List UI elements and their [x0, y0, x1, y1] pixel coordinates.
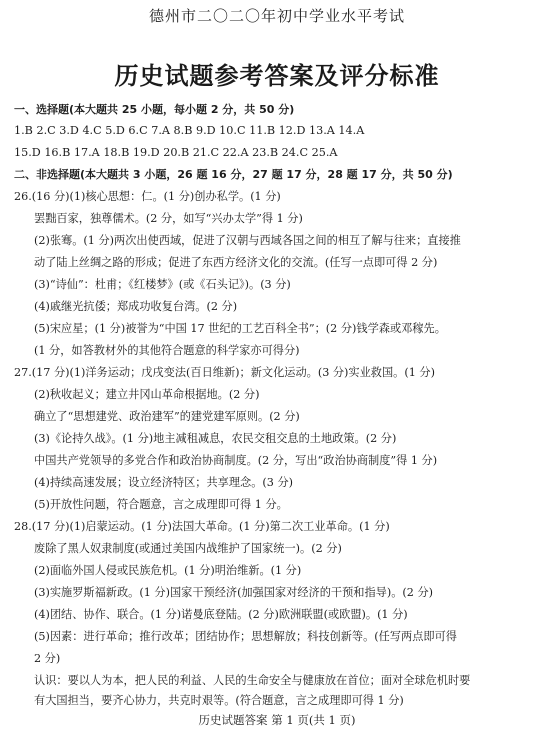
- section1-heading: 一、选择题(本大题共 25 小题，每小题 2 分，共 50 分): [14, 103, 295, 116]
- q26-line-2: 罢黜百家，独尊儒术。(2 分，如写“兴办太学”得 1 分): [34, 212, 303, 225]
- mc-answers-row-1: 1.B 2.C 3.D 4.C 5.D 6.C 7.A 8.B 9.D 10.C 11.B 12.D 13.A 14.A: [14, 124, 365, 137]
- q28-line-2: 废除了黑人奴隶制度(或通过美国内战维护了国家统一)。(2 分): [34, 542, 342, 555]
- q28-line-7: 2 分): [34, 652, 61, 665]
- q28-line-9: 有大国担当，要齐心协力，共克时艰等。(符合题意，言之成理即可得 1 分): [34, 694, 404, 707]
- document-title: 历史试题参考答案及评分标准: [114, 62, 440, 90]
- q26-line-3: (2)张骞。(1 分)两次出使西域，促进了汉朝与西域各国之间的相互了解与往来；直接推: [34, 234, 461, 247]
- q26-line-1: 26.(16 分)(1)核心思想：仁。(1 分)创办私学。(1 分): [14, 190, 281, 203]
- q26-line-5: (3)“诗仙”：杜甫；《红楼梦》(或《石头记》)。(3 分): [34, 278, 291, 291]
- q28-line-6: (5)因素：进行革命；推行改革；团结协作；思想解放；科技创新等。(任写两点即可得: [34, 630, 457, 643]
- exam-header: 德州市二〇二〇年初中学业水平考试: [148, 7, 405, 25]
- section2-heading: 二、非选择题(本大题共 3 小题，26 题 16 分，27 题 17 分，28 题 17 分，共 50 分): [14, 168, 453, 181]
- q27-line-6: (4)持续高速发展；设立经济特区；共享理念。(3 分): [34, 476, 294, 489]
- q28-line-8: 认识：要以人为本，把人民的利益、人民的生命安全与健康放在首位；面对全球危机时要: [34, 674, 471, 687]
- q28-line-1: 28.(17 分)(1)启蒙运动。(1 分)法国大革命。(1 分)第二次工业革命。(1 分): [14, 520, 390, 533]
- q27-line-2: (2)秋收起义；建立井冈山革命根据地。(2 分): [34, 388, 260, 401]
- q28-line-5: (4)团结、协作、联合。(1 分)诺曼底登陆。(2 分)欧洲联盟(或欧盟)。(1 分): [34, 608, 408, 621]
- q27-line-4: (3)《论持久战》。(1 分)地主减租减息，农民交租交息的土地政策。(2 分): [34, 432, 397, 445]
- page-footer: 历史试题答案 第 1 页(共 1 页): [198, 713, 356, 727]
- q28-line-3: (2)面临外国人侵或民族危机。(1 分)明治维新。(1 分): [34, 564, 302, 577]
- q27-line-7: (5)开放性问题，符合题意，言之成理即可得 1 分。: [34, 498, 288, 511]
- mc-answers-row-2: 15.D 16.B 17.A 18.B 19.D 20.B 21.C 22.A 23.B 24.C 25.A: [14, 146, 338, 159]
- q27-line-1: 27.(17 分)(1)洋务运动；戊戌变法(百日维新)；新文化运动。(3 分)实业救国。(1 分): [14, 366, 435, 379]
- q27-line-3: 确立了“思想建党、政治建军”的建党建军原则。(2 分): [34, 410, 300, 423]
- q27-line-5: 中国共产党领导的多党合作和政治协商制度。(2 分，写出“政治协商制度”得 1 分): [34, 454, 438, 467]
- q28-line-4: (3)实施罗斯福新政。(1 分)国家干预经济(加强国家对经济的干预和指导)。(2 分): [34, 586, 434, 599]
- q26-line-6: (4)戚继光抗倭；郑成功收复台湾。(2 分): [34, 300, 238, 313]
- q26-line-8: (1 分，如答教材外的其他符合题意的科学家亦可得分): [34, 344, 300, 357]
- q26-line-7: (5)宋应星；(1 分)被誉为“中国 17 世纪的工艺百科全书”；(2 分)钱学森或邓稼先。: [34, 322, 446, 335]
- q26-line-4: 动了陆上丝绸之路的形成；促进了东西方经济文化的交流。(任写一点即可得 2 分): [34, 256, 438, 269]
